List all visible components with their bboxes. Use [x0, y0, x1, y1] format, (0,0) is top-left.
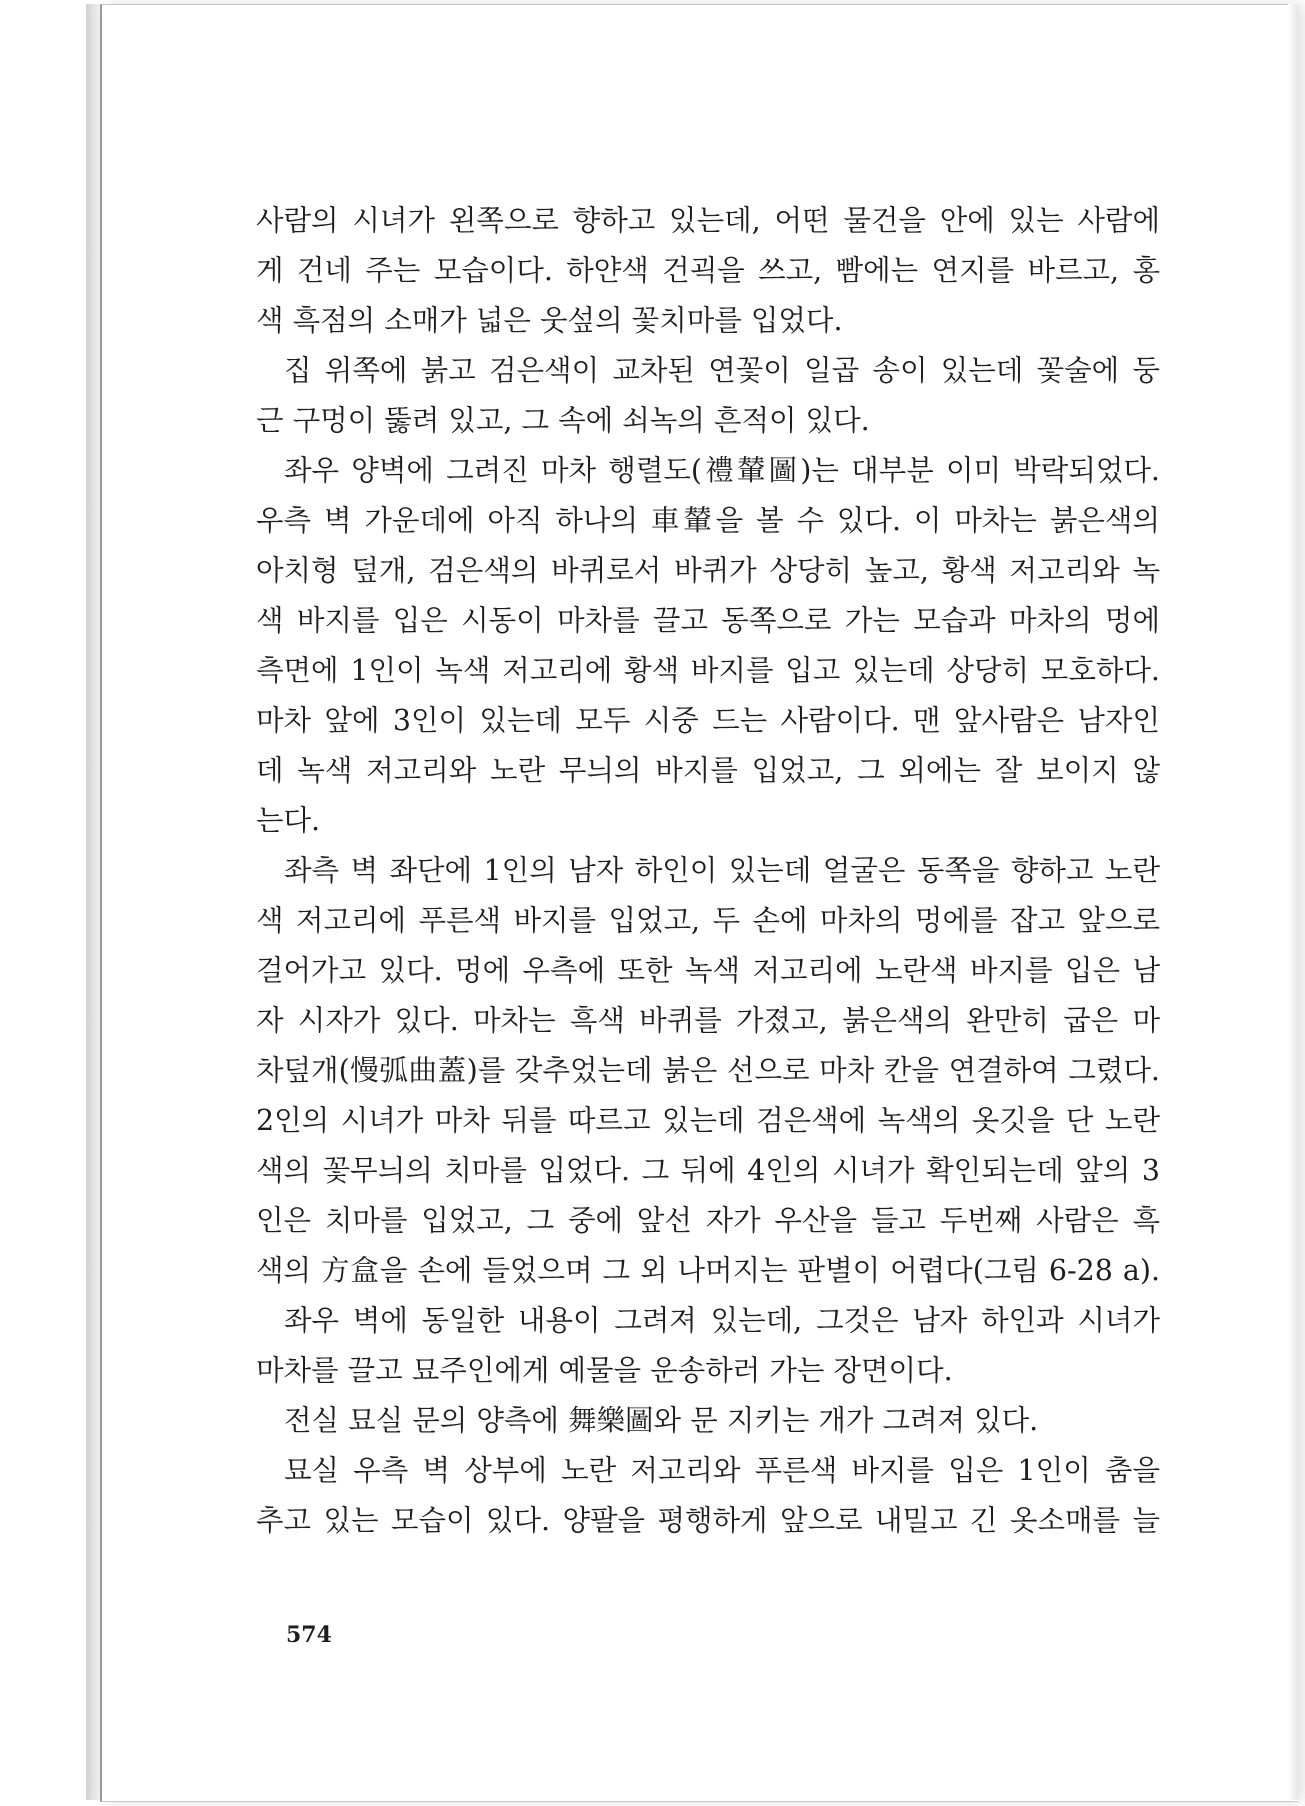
text-line: 묘실 우측 벽 상부에 노란 저고리와 푸른색 바지를 입은 1인이 춤을: [284, 1454, 1160, 1487]
page-stack-shadow: [86, 4, 100, 1800]
text-line: 색 바지를 입은 시동이 마차를 끌고 동쪽으로 가는 모습과 마차의 멍에: [256, 604, 1160, 637]
text-line: 좌측 벽 좌단에 1인의 남자 하인이 있는데 얼굴은 동쪽을 향하고 노란: [284, 854, 1160, 887]
body-text: [256, 196, 1160, 1546]
text-line: 사람의 시녀가 왼쪽으로 향하고 있는데, 어떤 물건을 안에 있는 사람에: [256, 204, 1160, 237]
text-line: 색의 方盒을 손에 들었으며 그 외 나머지는 판별이 어렵다(그림 6-28 a).: [256, 1254, 1160, 1287]
page-number: 574: [286, 1622, 332, 1648]
text-line: 추고 있는 모습이 있다. 양팔을 평행하게 앞으로 내밀고 긴 옷소매를 늘: [256, 1504, 1160, 1537]
page-right-edge: [1288, 4, 1298, 1800]
text-line: 색 저고리에 푸른색 바지를 입었고, 두 손에 마차의 멍에를 잡고 앞으로: [256, 904, 1160, 937]
text-line: 마차 앞에 3인이 있는데 모두 시중 드는 사람이다. 맨 앞사람은 남자인: [256, 704, 1160, 737]
text-line: 데 녹색 저고리와 노란 무늬의 바지를 입었고, 그 외에는 잘 보이지 않: [256, 754, 1160, 787]
text-line: 걸어가고 있다. 멍에 우측에 또한 녹색 저고리에 노란색 바지를 입은 남: [256, 954, 1160, 987]
text-line: 좌우 벽에 동일한 내용이 그려져 있는데, 그것은 남자 하인과 시녀가: [284, 1304, 1160, 1337]
text-line: 우측 벽 가운데에 아직 하나의 車輦을 볼 수 있다. 이 마차는 붉은색의: [256, 504, 1160, 537]
text-line: 색 흑점의 소매가 넓은 웃섶의 꽃치마를 입었다.: [256, 304, 843, 337]
text-line: 색의 꽃무늬의 치마를 입었다. 그 뒤에 4인의 시녀가 확인되는데 앞의 3: [256, 1154, 1160, 1187]
text-line: 근 구멍이 뚫려 있고, 그 속에 쇠녹의 흔적이 있다.: [256, 404, 870, 437]
text-line: 차덮개(慢弧曲蓋)를 갖추었는데 붉은 선으로 마차 칸을 연결하여 그렸다.: [256, 1054, 1160, 1087]
text-line: 인은 치마를 입었고, 그 중에 앞선 자가 우산을 들고 두번째 사람은 흑: [256, 1204, 1160, 1237]
text-line: 전실 묘실 문의 양측에 舞樂圖와 문 지키는 개가 그려져 있다.: [284, 1404, 1039, 1437]
text-line: 마차를 끌고 묘주인에게 예물을 운송하러 가는 장면이다.: [256, 1354, 953, 1387]
text-line: 아치형 덮개, 검은색의 바퀴로서 바퀴가 상당히 높고, 황색 저고리와 녹: [256, 554, 1160, 587]
text-line: 측면에 1인이 녹색 저고리에 황색 바지를 입고 있는데 상당히 모호하다.: [256, 654, 1160, 687]
text-line: 좌우 양벽에 그려진 마차 행렬도(禮輦圖)는 대부분 이미 박락되었다.: [284, 454, 1160, 487]
text-line: 게 건네 주는 모습이다. 하얀색 건괵을 쓰고, 빰에는 연지를 바르고, 홍: [256, 254, 1160, 287]
text-line: 2인의 시녀가 마차 뒤를 따르고 있는데 검은색에 녹색의 옷깃을 단 노란: [256, 1104, 1160, 1137]
text-line: 집 위쪽에 붉고 검은색이 교차된 연꽃이 일곱 송이 있는데 꽃술에 둥: [284, 354, 1160, 387]
text-line: 자 시자가 있다. 마차는 흑색 바퀴를 가졌고, 붉은색의 완만히 굽은 마: [256, 1004, 1160, 1037]
text-line: 는다.: [256, 804, 321, 837]
